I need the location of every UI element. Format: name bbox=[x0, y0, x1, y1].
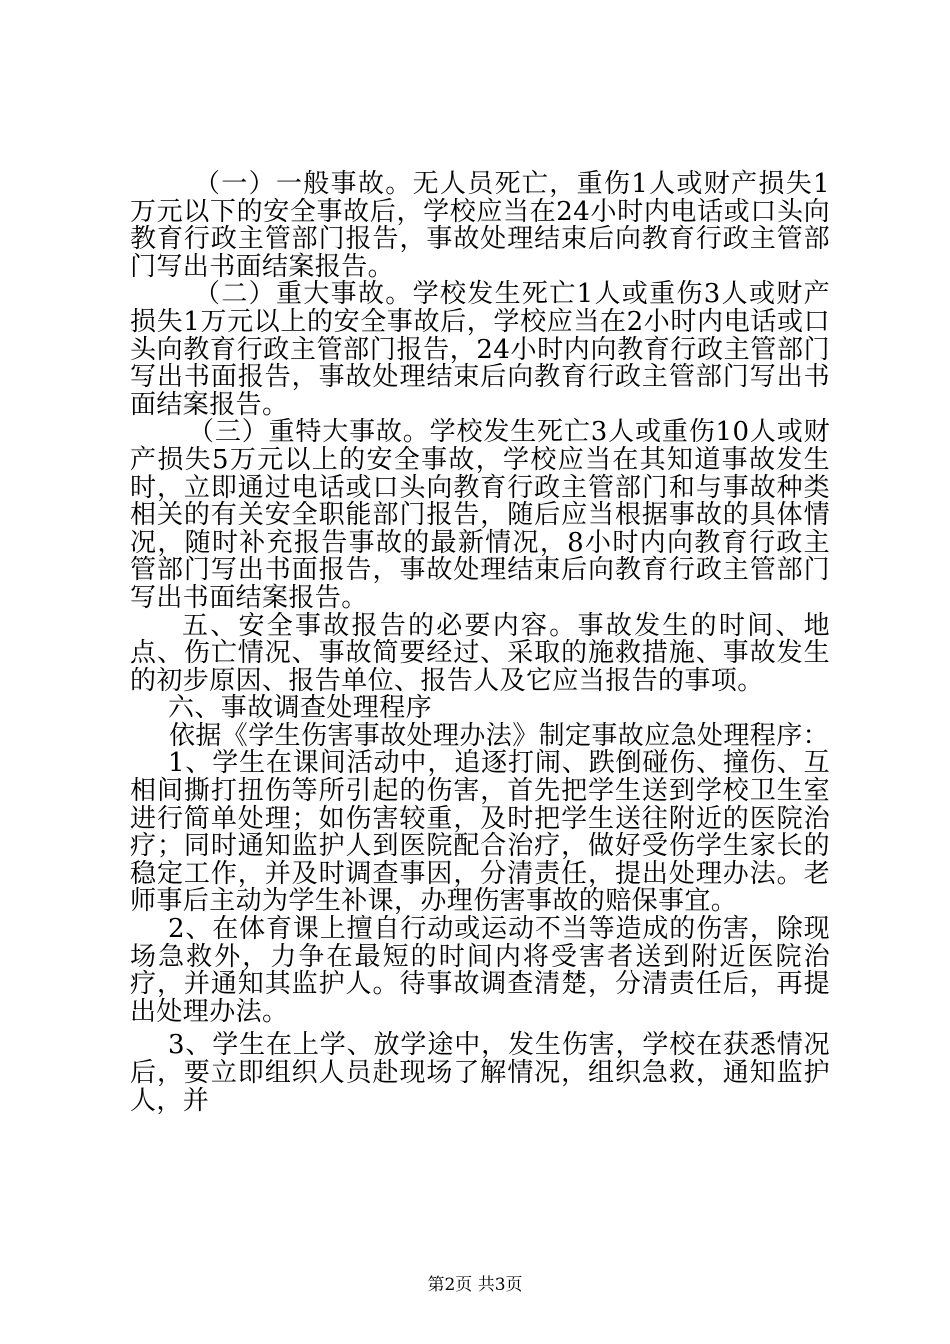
page-number-footer: 第2页 共3页 bbox=[427, 1275, 523, 1295]
paragraph-major-accident: （二）重大事故。学校发生死亡1人或重伤3人或财产损失1万元以上的安全事故后，学校应当在2小时内电话或口头向教育行政主管部门报告，24小时内向教育行政主管部门写出书面报告，事故处理结束后向教育行政主管部门写出书面结案报告。 bbox=[130, 279, 830, 420]
paragraph-report-content: 五、安全事故报告的必要内容。事故发生的时间、地点、伤亡情况、事故简要经过、采取的施救措施、事故发生的初步原因、报告单位、报告人及它应当报告的事项。 bbox=[130, 610, 830, 696]
paragraph-general-accident: （一）一般事故。无人员死亡，重伤1人或财产损失1万元以下的安全事故后，学校应当在24小时内电话或口头向教育行政主管部门报告，事故处理结束后向教育行政主管部门写出书面结案报告。 bbox=[130, 169, 830, 282]
paragraph-item-3: 3、学生在上学、放学途中，发生伤害，学校在获悉情况后，要立即组织人员赴现场了解情况，组织急救，通知监护人，并 bbox=[130, 1030, 830, 1116]
paragraph-procedure-basis: 依据《学生伤害事故处理办法》制定事故应急处理程序： bbox=[169, 720, 830, 751]
paragraph-serious-accident: （三）重特大事故。学校发生死亡3人或重伤10人或财产损失5万元以上的安全事故，学校应当在其知道事故发生时，立即通过电话或口头向教育行政主管部门和与事故种类相关的有关安全职能部门报告，随后应当根据事故的具体情况，随时补充报告事故的最新情况，8小时内向教育行政主管部门写出书面报告，事故处理结束后向教育行政主管部门写出书面结案报告。 bbox=[130, 417, 830, 613]
document-body bbox=[130, 171, 830, 1115]
section-heading-investigation: 六、事故调查处理程序 bbox=[168, 693, 433, 724]
paragraph-item-2: 2、在体育课上擅自行动或运动不当等造成的伤害，除现场急救外，力争在最短的时间内将受害者送到附近医院治疗，并通知其监护人。待事故调查清楚，分清责任后，再提出处理办法。 bbox=[130, 914, 830, 1027]
paragraph-item-1: 1、学生在课间活动中，追逐打闹、跌倒碰伤、撞伤、互相间撕打扭伤等所引起的伤害，首先把学生送到学校卫生室进行简单处理；如伤害较重，及时把学生送往附近的医院治疗；同时通知监护人到医院配合治疗，做好受伤学生家长的稳定工作，并及时调查事因，分清责任，提出处理办法。老师事后主动为学生补课，办理伤害事故的赔保事宜。 bbox=[130, 748, 830, 917]
